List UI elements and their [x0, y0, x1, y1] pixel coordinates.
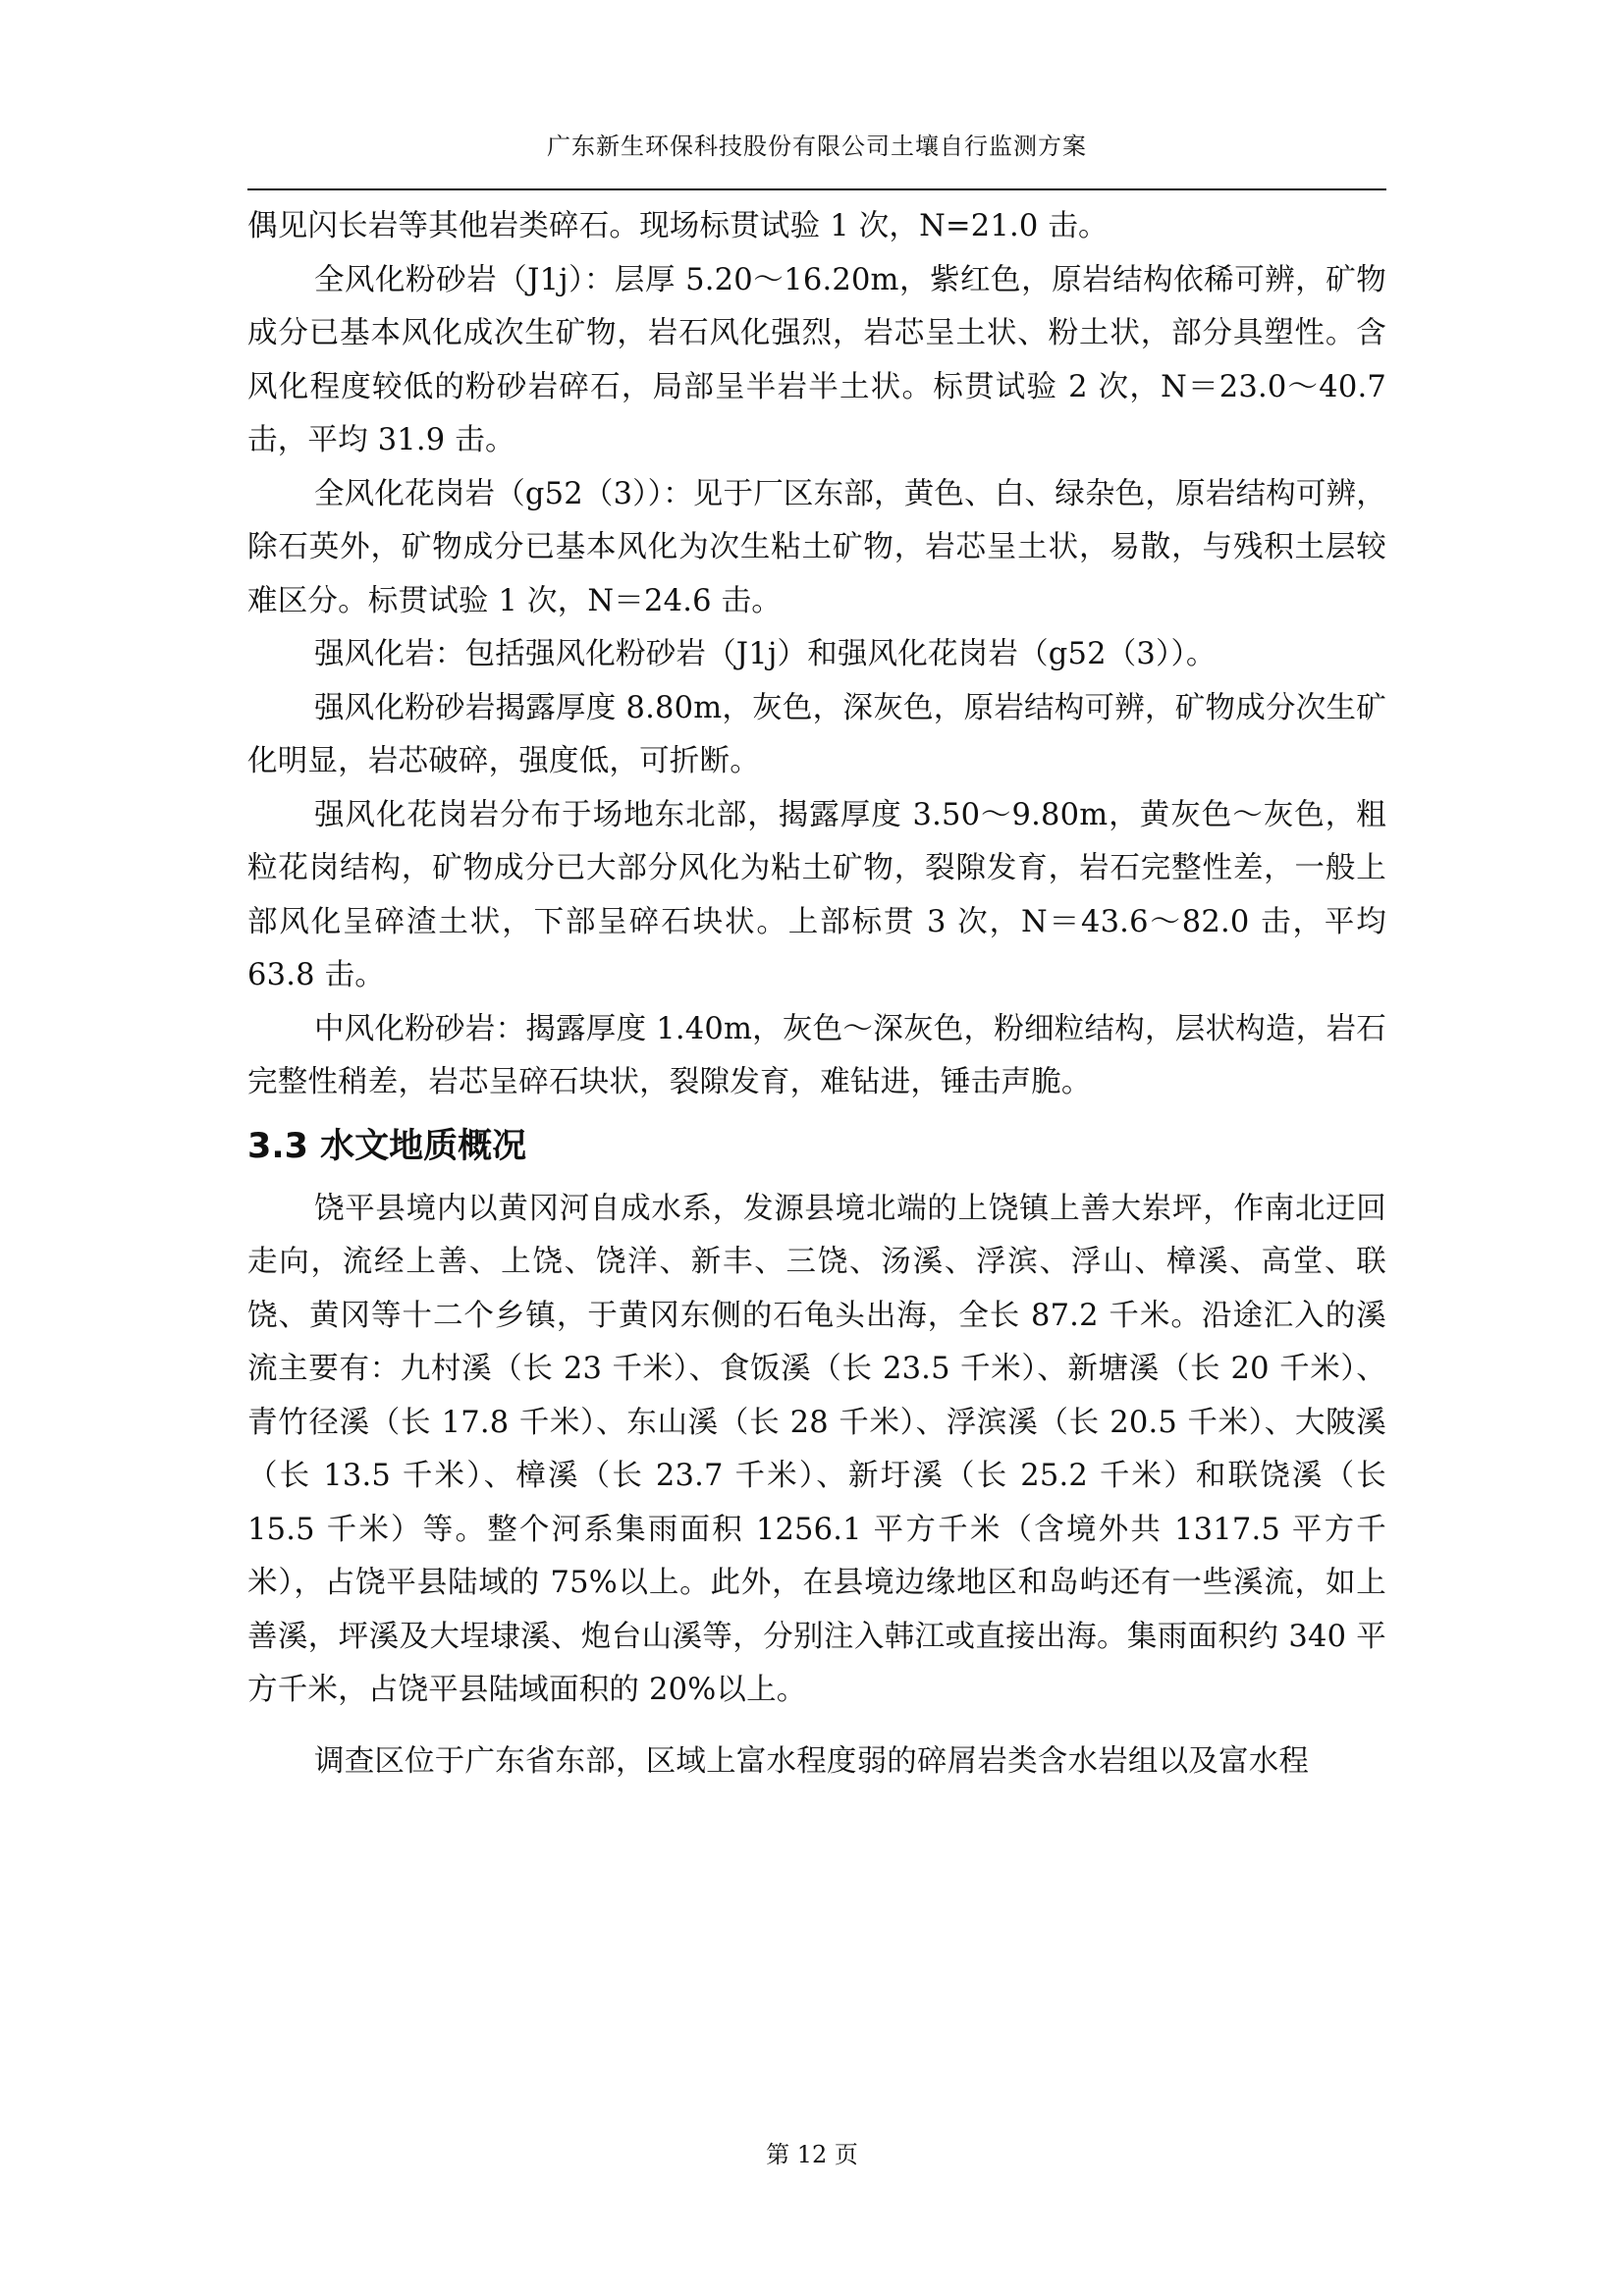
paragraph-survey-area: 调查区位于广东省东部，区域上富水程度弱的碎屑岩类含水岩组以及富水程: [314, 1743, 1310, 1779]
paragraph-strongly-weathered-granite: 强风化花岗岩分布于场地东北部，揭露厚度 3.50～9.80m，黄灰色～灰色，粗粒花岗结构，矿物成分已大部分风化为粘土矿物，裂隙发育，岩石完整性差，一般上部风化呈碎渣土状，下部呈碎石块状。上部标贯 3 次，N＝43.6～82.0 击，平均 63.8 击。: [247, 797, 1386, 992]
paragraph-hydrology: 饶平县境内以黄冈河自成水系，发源县境北端的上饶镇上善大岽坪，作南北迂回走向，流经上善、上饶、饶洋、新丰、三饶、汤溪、浮滨、浮山、樟溪、高堂、联饶、黄冈等十二个乡镇，于黄冈东侧的石龟头出海，全长 87.2 千米。沿途汇入的溪流主要有：九村溪（长 23 千米）、食饭溪（长 23.5 千米）、新塘溪（长 20 千米）、青竹径溪（长 17.8 千米）、东山溪（长 28 千米）、浮滨溪（长 20.5 千米）、大陂溪（长 13.5 千米）、樟溪（长 23.7 千米）、新圩溪（长 25.2 千米）和联饶溪（长 15.5 千米）等。整个河系集雨面积 1256.1 平方千米（含境外共 1317.5 平方千米），占饶平县陆域的 75%以上。此外，在县境边缘地区和岛屿还有一些溪流，如上善溪，坪溪及大埕埭溪、炮台山溪等，分别注入韩江或直接出海。集雨面积约 340 平方千米，占饶平县陆域面积的 20%以上。: [247, 1191, 1386, 1707]
page-header: 广东新生环保科技股份有限公司土壤自行监测方案: [547, 133, 1087, 160]
paragraph-strongly-weathered-siltstone: 强风化粉砂岩揭露厚度 8.80m，灰色，深灰色，原岩结构可辨，矿物成分次生矿化明显，岩芯破碎，强度低，可折断。: [247, 690, 1386, 778]
document-body: [247, 200, 1386, 1789]
paragraph-gap: [247, 1718, 1386, 1735]
paragraph-continuation: 偶见闪长岩等其他岩类碎石。现场标贯试验 1 次，N=21.0 击。: [247, 209, 1109, 243]
section-heading: 3.3 水文地质概况: [247, 1126, 527, 1166]
header-divider: [247, 188, 1386, 190]
paragraph-completely-weathered-siltstone: 全风化粉砂岩（J1j）：层厚 5.20～16.20m，紫红色，原岩结构依稀可辨，矿物成分已基本风化成次生矿物，岩石风化强烈，岩芯呈土状、粉土状，部分具塑性。含风化程度较低的粉砂岩碎石，局部呈半岩半土状。标贯试验 2 次，N＝23.0～40.7 击，平均 31.9 击。: [247, 262, 1386, 457]
paragraph-moderately-weathered-siltstone: 中风化粉砂岩：揭露厚度 1.40m，灰色～深灰色，粉细粒结构，层状构造，岩石完整性稍差，岩芯呈碎石块状，裂隙发育，难钻进，锤击声脆。: [247, 1011, 1386, 1099]
paragraph-completely-weathered-granite: 全风化花岗岩（g52（3））：见于厂区东部，黄色、白、绿杂色，原岩结构可辨，除石英外，矿物成分已基本风化为次生粘土矿物，岩芯呈土状，易散，与残积土层较难区分。标贯试验 1 次，N＝24.6 击。: [247, 476, 1386, 618]
paragraph-strongly-weathered-rock: 强风化岩：包括强风化粉砂岩（J1j）和强风化花岗岩（g52（3））。: [314, 637, 1217, 671]
page-number: 第 12 页: [766, 2141, 858, 2168]
